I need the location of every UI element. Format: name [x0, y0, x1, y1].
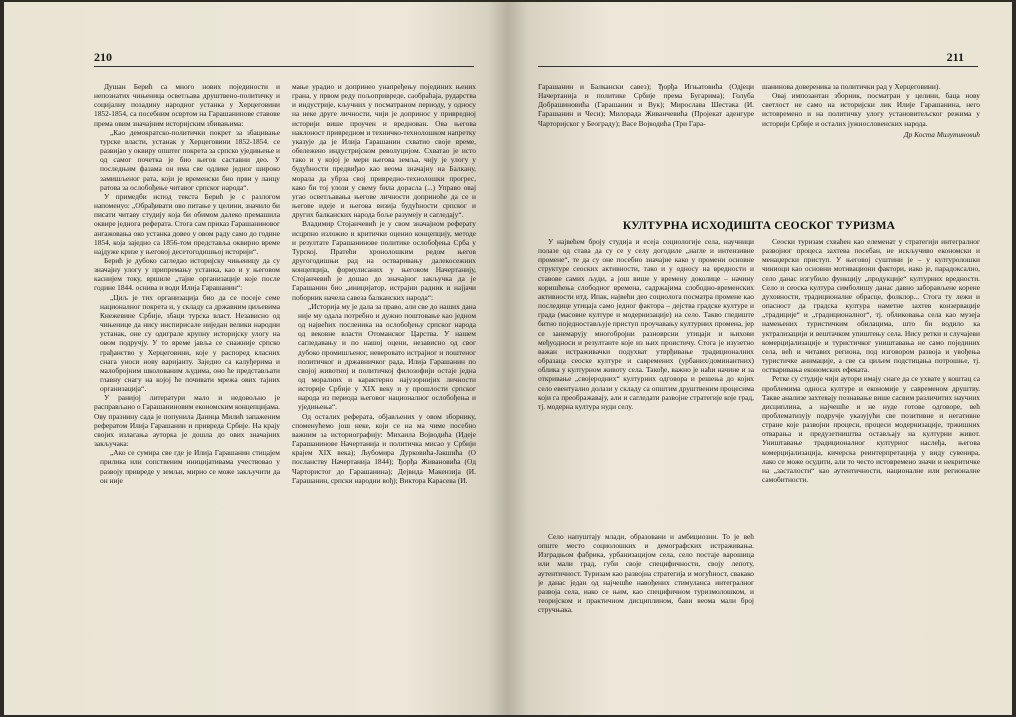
article-heading: КУЛТУРНА ИСХОДИШТА СЕОСКОГ ТУРИЗМА [622, 220, 896, 232]
right-bottom-column-2 [762, 237, 980, 707]
paragraph: Ретке су студије чији аутори имају снаге да се ухвате у коштац са проблемима односа културе и економије у савременом друштву. Такве анализе захтевају познавање више сасвим различитих научних дисциплина, а најчешће и не нуде готове одговоре, већ проблематизују подручје указујући све позитивне и негативне стране које развојни процеси, процеси модернизације, тржишних отварања и предузетништва остављају на културни живот. Уништавање традиционалног културног наслеђа, његова комерцијализација, кичерска реинтерпретација у виду сувенира, лако се може осудити, али то често истовремено значи и некритичке на „засталости“ као аутентичности, националне или регионалне самобитности. [762, 374, 980, 485]
paragraph: мање урадио и допринео унапређењу појединих њених грана, у првом реду пољопривреде, саобраћаја, рударства и индустрије, кључних у посматраном периоду, у односу на неке друге личности, чији је допринос у привредној историји више проучен и вреднован. Ова његова наклоност привредном и техничко-технолошком напретку указује да је Илија Гарашанин схватио своје време, обележено индустријском револуцијом. Схватао је исто тако и у којој је мери његова земља, чију је улогу у будућности предвиђао као веома значајну на Балкану, морала да убрза свој привредно-технолошки прогрес, како би тој улози у свему била дорасла (...) Управо овај угао осветљавања његове личности доприноће да се и његове идеје и његова визија будућности српског и других балканских народа боље разумеју и сагледају“. [292, 82, 476, 220]
paragraph: Душан Берић са много нових појединости и непознатих чињеница осветљава друштвено-политичку и социјалну позадину народног устанка у Херцеговини 1852-1854, са посебним освртом на Гарашанинове ставове према овим значајним историјским збивањима: [94, 82, 280, 128]
right-page [508, 2, 1012, 715]
paragraph: Владимир Стојанчевић је у свом значајном реферату исцрпно изложио и критички оценио концепцију, методе и резултате Гарашанинове политике ослобођења Срба у Турској. Пратећи хронолошким редом његов другогодишњи рад на остваривању далекосежних концепција, формулисаних у његовом Начертанију, Стојанчевић је дошао до значајног закључка да је Гарашанин био „иницијатор, истрајни радник и најјачи поборник начела савеза балканских народа“: [292, 219, 476, 302]
author-signature: Др Коста Милутиновић [903, 129, 980, 139]
right-bottom-column-1 [538, 237, 754, 527]
paragraph: У примедби испод текста Берић је с разлогом напоменуо: „Обрађивати ово питање у целини, значило би писати читаву студију која би обимом далеко премашила оквире једнога реферата. Стога сам приказ Гарашаниновог ангажовања око устанка довео у овом раду само до године 1854, која заједно са 1856-том представља оквирно време најдуже кризе у његовој десетогодишњој историји“. [94, 191, 280, 256]
left-column-1 [94, 82, 280, 704]
page-number: 210 [94, 50, 112, 64]
quote-paragraph: „Историја му је дала за право, али све до наших дана није му одала потребно и дужно поштовање као једном од највећих посленика на ослобођењу српског народа од вековне власти Отоманског Царства. У нашем сагледавању и по нашој оцени, независно од свог дубоко промишљеног, неверовато истрајног и поштеног политичког и државничког рада, Илија Гарашанин по својој животној и политичкој филозофији остаје једна од моралних и карактерно најузорнијих личности историје Србије у XIX веку и у прошлости српског народа из периода његовог националног ослобођења и уједињења“. [298, 301, 476, 412]
header-rule [94, 66, 474, 67]
quote-paragraph: „Као демократско-политички покрет за збацивање турске власти, устанак у Херцеговини 1852-1854. се развијао у оквиру општег покрета за српско уједињење и од самог почетка је био његов саставни део. У последњим фазама он има све одлике једног широко замишљеног рата, који је временски био први у ланцу ратова за ослобођење читавог српског народа“. [100, 127, 280, 192]
paragraph: шанинова довереника за политички рад у Херцеговини). [762, 82, 941, 91]
right-top-column-2 [762, 82, 980, 182]
left-page [4, 2, 508, 715]
paragraph: У највећем броју студија и есеја социологије села, научници полазе од става да су се у селу догодиле „нагле и интензивне промене“, те да су оне посебно значајне како у промени основне структуре сеоских активности, тако и у односу на вредности и ставове самих људи, а још више у времену доколице – начину коришћења слободног времена, садржајима слободно-временских активности итд. Ипак, највећи део социолога посматра промене као последице утицаја само једног фактора – дејства градске културе и града (масовне културе и модернизације) на село. Такво гледиште битно поједностављује приступ проучавању културних промена, јер се занемарују многобројни разноврсни утицаји и њихови међуодноси и резултанте које из њих проистичу. Стога је изузетно важан истраживачки подухват утврђивање традиционалних образаца сеоске културе и савремених (урбаних/доминантних) облика у културном животу села. Такође, важно је наћи начине и за откривање „својеродних“ културних одговора и решења до којих село евентуално долази у складу са општим друштвеним процесима који га преображавају, али и сагледати развојне стратегије које град, тј. модерна култура нуди селу. [538, 237, 754, 411]
quote-paragraph: „Циљ је тих организација био да се посеје семе националног покрета и, у складу са државним циљевима Кнежевине Србије, збаци турска власт. Независно од чињенице да нису инспирисале ниједан велики народни устанак, оне су одиграле крупну историјску улогу на овом подручју. У то време јавља се снажније српско грађанство у Херцеговини, које у распоред класних снага уноси нову варијанту. Заједно са калуђерима и малобројним школованим људима, оно ће представљати главну снагу на којој ће почивати мрежа ових тајних организација“. [100, 292, 280, 394]
page-number: 211 [946, 50, 964, 64]
right-bottom-column-1-continued [538, 532, 754, 707]
quote-paragraph: „Ако се сумира све где је Илија Гарашанин стицајем прилика или сопственим иницијативама учествовао у развоју привреде у земљи, мирно се може закључити да он није [100, 448, 280, 485]
header-rule [538, 66, 978, 67]
paragraph: Село напуштају млади, образовани и амбициозни. То је већ опште место социолошких и демографских истраживања. Изградњом фабрика, урбанизацијом села, село постаје варошица или мали град, губи своје специфичности, своју лепоту, аутентичност. Туризам као развојна стратегија и могућност, свакако је данас један од најчешће навођених стимуланса интегралног развоја села, иако се њим, као специфичном туризмолошком, и теоријском и практичном дисциплином, бави веома мали број стручњака. [538, 532, 754, 615]
paragraph: Овај импозантан зборник, посматран у целини, баца нову светлост не само на историјски лик Илије Гарашанина, него истовремено и на политичку улогу установитељског режима у историји Србије и осталих јужнословенских народа. [762, 91, 980, 128]
paragraph: Берић је дубоко сагледао историјску чињеницу да су значајну улогу у припремању устанка, као и у његовом каснијем току, вршиле „тајне организације које после године 1844. оснива и води Илија Гарашанин“: [94, 255, 280, 293]
book-spread [4, 2, 1012, 715]
right-top-column-1 [538, 82, 754, 182]
paragraph: Од осталих реферата, објављених у овом зборнику, споменућемо још неке, који се на ма чиме посебно важним за историографију: Михаила Војводића (Идеје Гарашанинове Начертанија и политичка мисао у Србији крајем XIX века); Љубомира Дурковића-Јакшића (О посланству Начертанија 1844); Ђорђа Живановића (Од Чартористог до Гарашанина); Дејвида Макензија (И. Гарашанин, српски народни вођ); Виктора Карасева (И. [292, 411, 476, 485]
paragraph: Сеоски туризам схваћен као елеменат у стратегији интегралног развојног процеса захтева посебан, не искључиво економски и менаџерски приступ. У његовој суштини је – у културолошки чиниоци као основни мотивациони фактори, иако је, парадоксално, село данас изгубило функцију „продукције“ културних вредности. Село и сеоска култура симболишу данас давно заборављене корене духовности, традиционалне обрасце, фолклор... Стога ту лежи и опасност да градска култура наметне захтев конзервације „традиције“ и „традиционалног“, тј. обликовања села као музеја намењених туристичким обилацима, што би водило ка уктрализацији и вештачком упиштењу села. Нису ретки и случајеви комерцијализације и туристичког уништавања не само појединих села, већ и читавих региона, под изговором развоја и увођења туристичке анимације, а све са циљем подстицања потрошње, тј. остваривања економских ефеката. [762, 237, 980, 375]
left-column-2 [292, 82, 476, 704]
paragraph: Гарашанин и Балкански савез); Ђорђа Игњатовића (Одјеци Начертанија и политике Србије према Бугарима); Голуба Добрашиновића (Гарашанин и Вук); Мирослава Шестака (И. Гарашанин и Чеси); Милорада Живанчевића (Пројекат аденгуре Чарторијског у Београду); Васе Војводића (Три Гара- [538, 82, 754, 128]
paragraph: У ранијој литератури мало и недовољно је расправљано о Гарашаниновим економским концепцијама. Ову празнину сада је попунила Даница Милић запаженим рефератом Илија Гарашанин и привреда Србије. На крају својих излагања ауторка је дошла до ових значајних закључака: [94, 393, 280, 449]
